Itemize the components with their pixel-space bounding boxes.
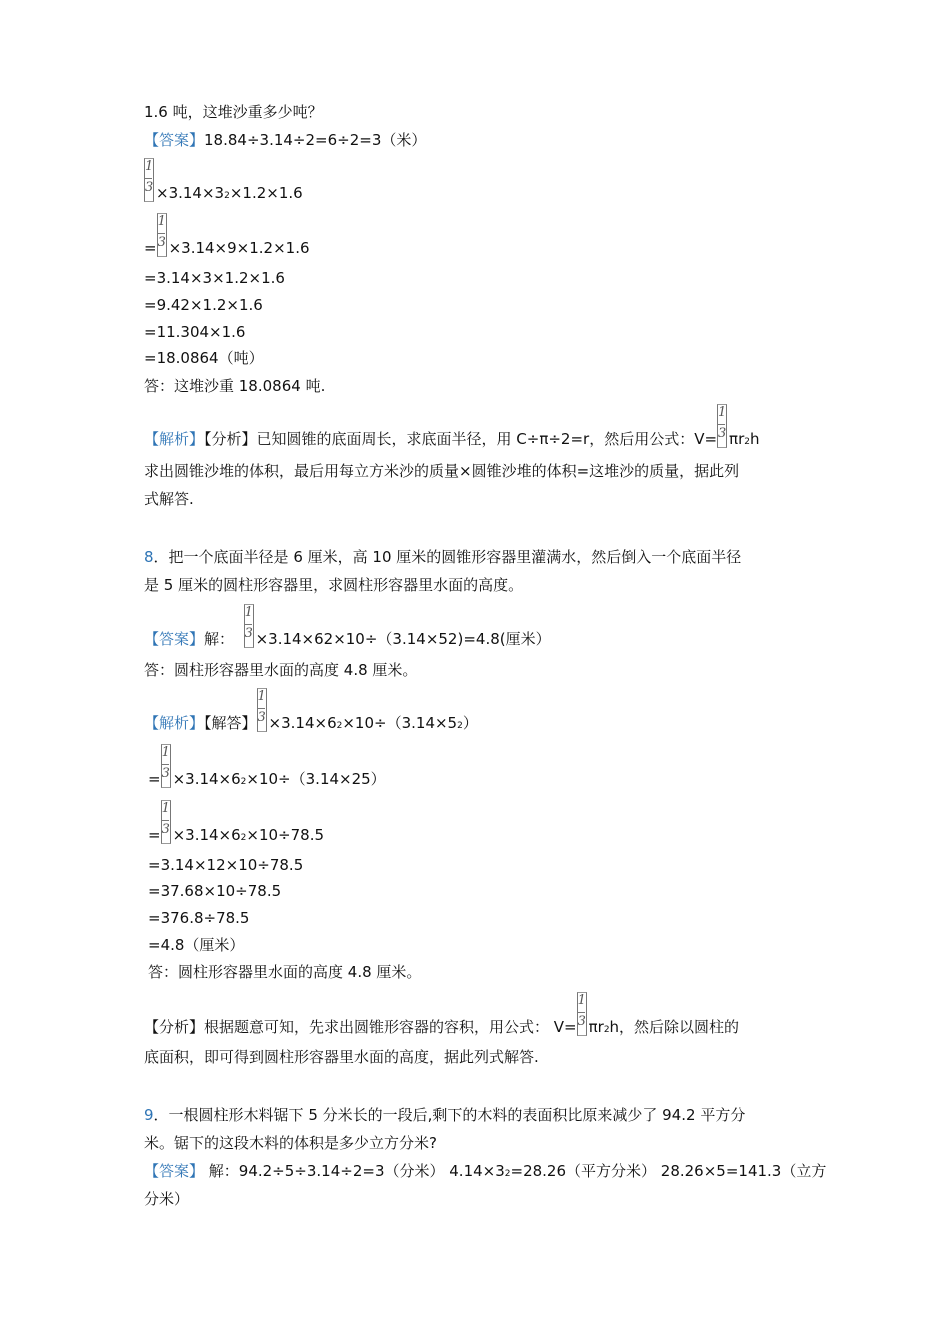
- analysis-line: 【解析】【解答】 $\frac{1}{3}$ ×3.14×62×10÷（3.14×52）: [144, 689, 478, 732]
- calc-step: = $\frac{1}{3}$ ×3.14×9×1.2×1.6: [144, 214, 310, 257]
- answer-line: 【答案】 解：94.2÷5÷3.14÷2=3（分米） 4.14×32=28.26（平方分米） 28.26×5=141.3（立方: [144, 1162, 827, 1180]
- fraction-one-third: $\frac{1}{3}$: [257, 688, 269, 732]
- answer-line: [144, 130, 426, 150]
- fraction-one-third: $\frac{1}{3}$: [144, 158, 156, 202]
- answer-line: 【答案】解： $\frac{1}{3}$ ×3.14×62×10÷（3.14×52)=4.8(厘米）: [144, 605, 551, 648]
- answer-tag: 【答案】: [144, 131, 205, 149]
- analysis-text: 式解答.: [144, 490, 194, 508]
- fraction-one-third: $\frac{1}{3}$: [577, 992, 589, 1036]
- calc-step: = $\frac{1}{3}$ ×3.14×62×10÷78.5: [148, 801, 325, 844]
- fraction-one-third: $\frac{1}{3}$: [161, 800, 173, 844]
- fraction-one-third: $\frac{1}{3}$: [161, 744, 173, 788]
- calc-step: =11.304×1.6: [144, 323, 246, 341]
- question-number: 9: [144, 1106, 154, 1124]
- problem-text-line: 1.6 吨，这堆沙重多少吨？: [144, 103, 323, 121]
- question-8: 8．把一个底面半径是 6 厘米，高 10 厘米的圆锥形容器里灌满水，然后倒入一个底面半径: [144, 548, 742, 566]
- question-number: 8: [144, 548, 154, 566]
- calc-step: =18.0864（吨）: [144, 349, 264, 367]
- analysis-line: 【分析】根据题意可知，先求出圆锥形容器的容积，用公式： V= $\frac{1}{3}$ πr2h，然后除以圆柱的: [144, 993, 740, 1036]
- analysis-tag: 【解析】: [144, 714, 205, 732]
- answer-tag: 【答案】: [144, 1162, 205, 1180]
- answer-statement: 答：圆柱形容器里水面的高度 4.8 厘米。: [144, 661, 418, 679]
- answer-text: 18.84÷3.14÷2=6÷2=3（米）: [204, 131, 427, 149]
- fraction-one-third: $\frac{1}{3}$: [717, 404, 729, 448]
- analysis-line: 【解析】【分析】已知圆锥的底面周长，求底面半径，用 C÷π÷2=r，然后用公式：V= $\frac{1}{3}$ πr2h: [144, 405, 760, 448]
- question-text: 米。锯下的这段木料的体积是多少立方分米?: [144, 1134, 437, 1152]
- calc-step: =3.14×12×10÷78.5: [148, 856, 304, 874]
- calc-step: $\frac{1}{3}$ ×3.14×32×1.2×1.6: [145, 159, 303, 202]
- answer-text: 分米）: [144, 1190, 190, 1208]
- question-9: 9．一根圆柱形木料锯下 5 分米长的一段后,剩下的木料的表面积比原来减少了 94.2 平方分: [144, 1106, 746, 1124]
- fraction-one-third: $\frac{1}{3}$: [157, 213, 169, 257]
- answer-tag: 【答案】: [144, 630, 205, 648]
- fraction-one-third: $\frac{1}{3}$: [244, 604, 256, 648]
- analysis-tag: 【解析】: [144, 430, 205, 448]
- analysis-text: 底面积，即可得到圆柱形容器里水面的高度，据此列式解答.: [144, 1048, 539, 1066]
- calc-step: =3.14×3×1.2×1.6: [144, 269, 285, 287]
- analysis-text: 求出圆锥沙堆的体积，最后用每立方米沙的质量×圆锥沙堆的体积=这堆沙的质量，据此列: [144, 462, 740, 480]
- answer-statement: 答：圆柱形容器里水面的高度 4.8 厘米。: [148, 963, 422, 981]
- calc-step: =9.42×1.2×1.6: [144, 296, 263, 314]
- calc-step: =37.68×10÷78.5: [148, 882, 282, 900]
- answer-statement: 答：这堆沙重 18.0864 吨.: [144, 377, 326, 395]
- calc-step: = $\frac{1}{3}$ ×3.14×62×10÷（3.14×25）: [148, 745, 386, 788]
- question-text: 是 5 厘米的圆柱形容器里，求圆柱形容器里水面的高度。: [144, 576, 524, 594]
- calc-step: =376.8÷78.5: [148, 909, 250, 927]
- calc-step: =4.8（厘米）: [148, 936, 245, 954]
